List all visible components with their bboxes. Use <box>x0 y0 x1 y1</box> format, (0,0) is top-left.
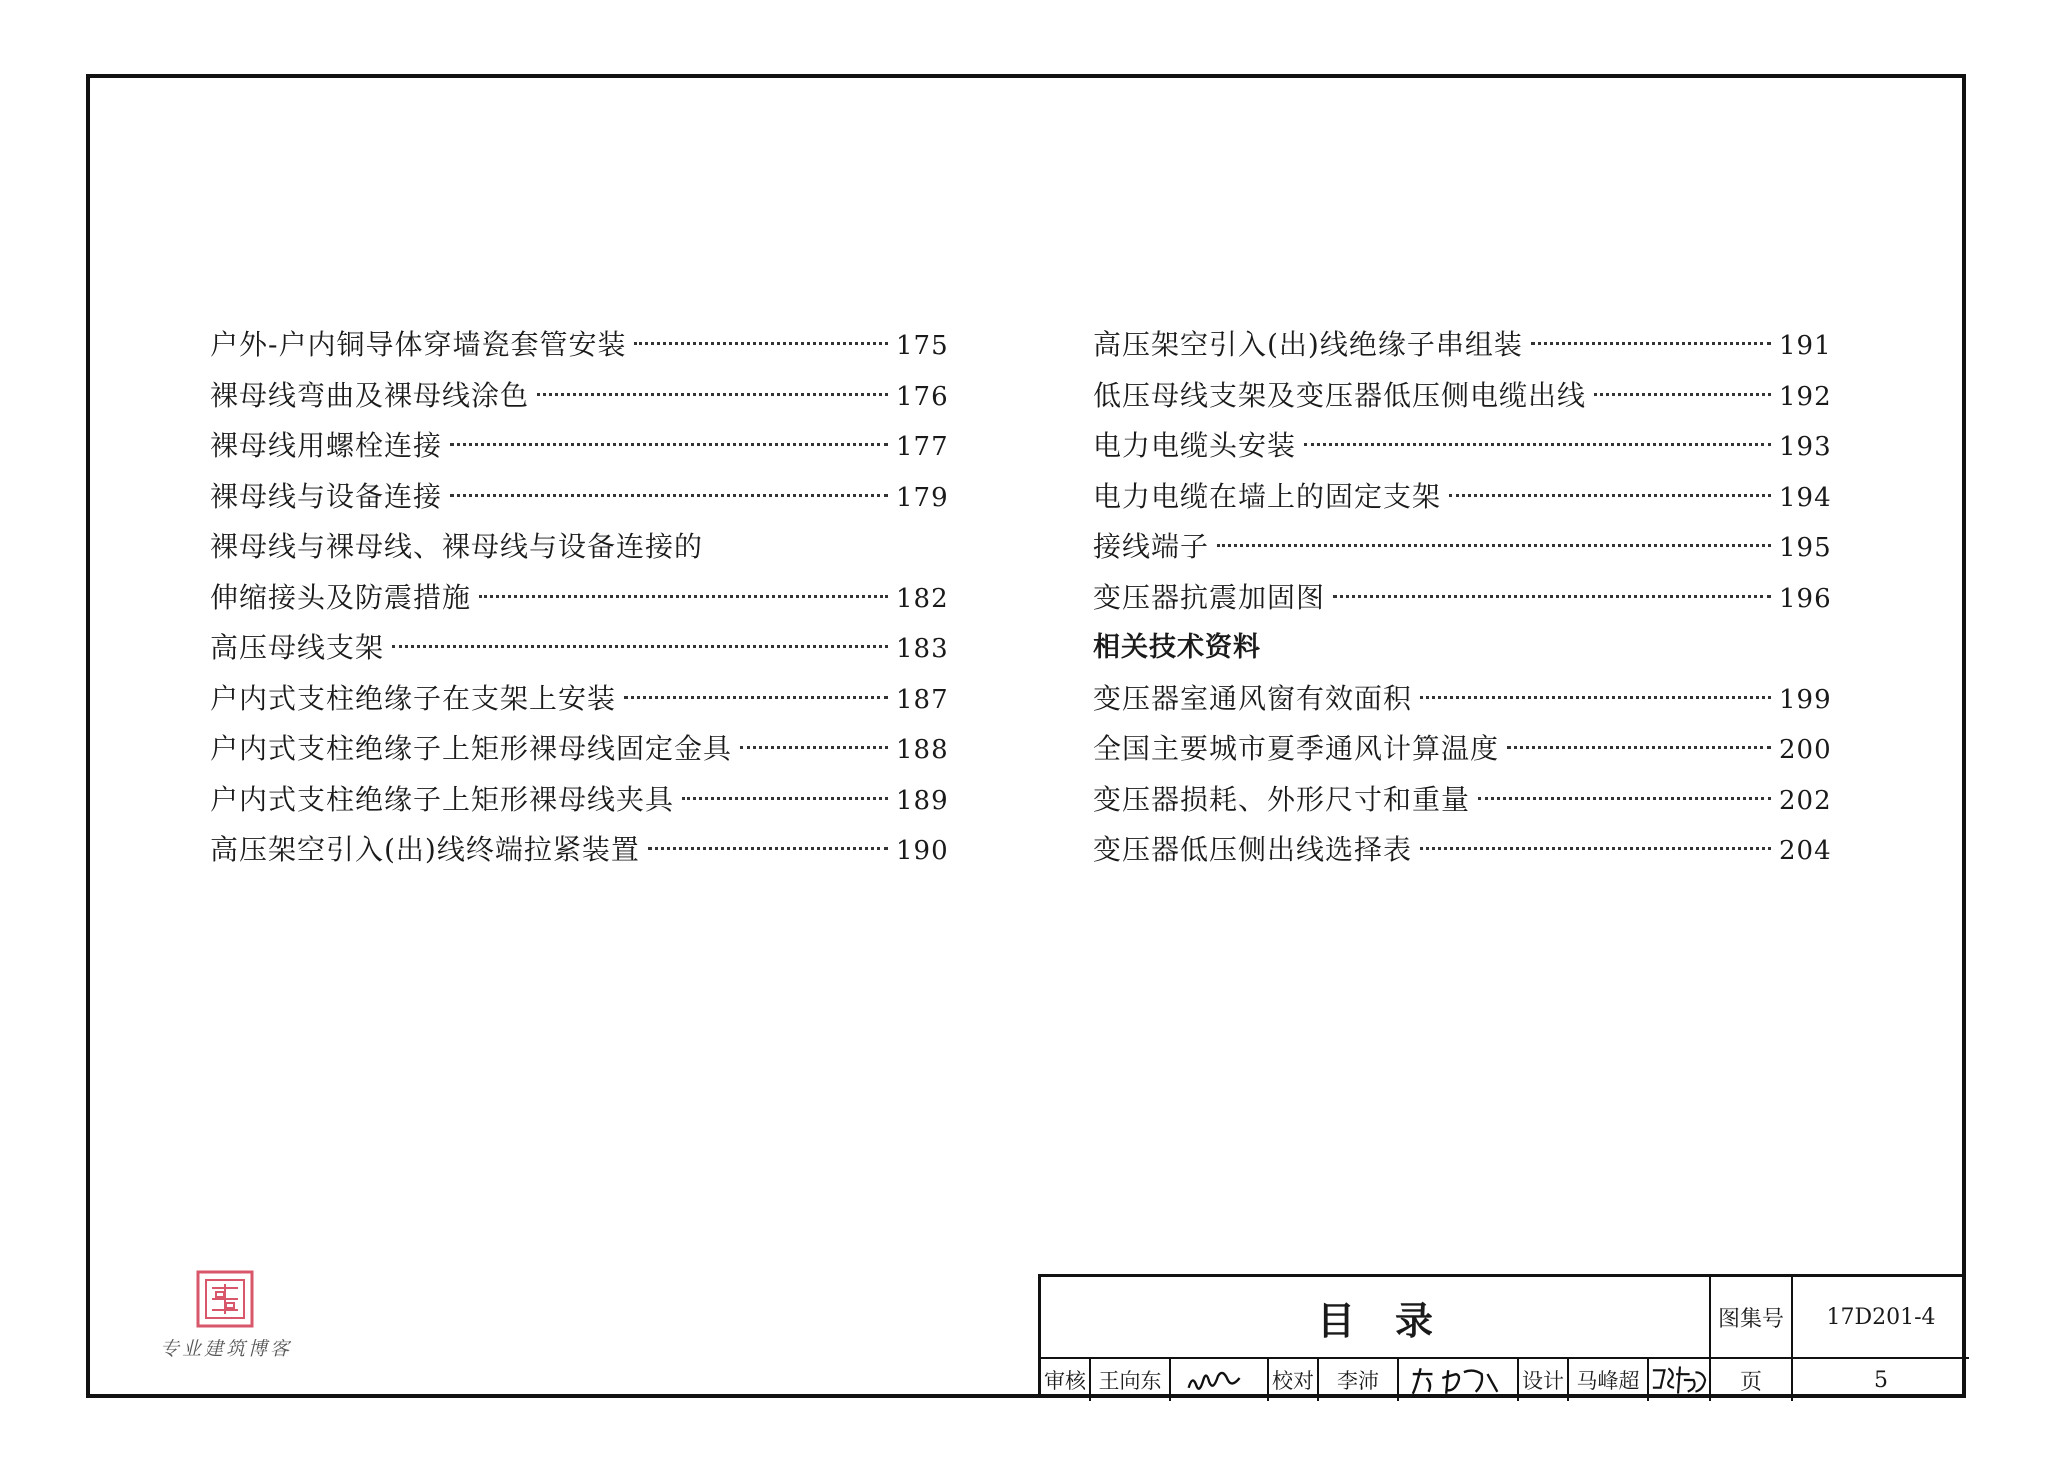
toc-entry <box>210 724 949 775</box>
dot-leader <box>634 342 888 345</box>
dot-leader <box>479 595 888 598</box>
watermark-logo-icon <box>196 1270 254 1328</box>
dot-leader <box>537 393 888 396</box>
toc-entry-title: 全国主要城市夏季通风计算温度 <box>1093 732 1500 765</box>
toc-entry <box>210 775 949 826</box>
toc-entry <box>210 472 949 523</box>
review-label: 审核 <box>1041 1359 1091 1401</box>
toc-entry <box>210 825 949 876</box>
toc-entry-title: 电力电缆头安装 <box>1093 429 1297 462</box>
title-block <box>1038 1274 1966 1398</box>
toc-entry-title: 高压架空引入(出)线绝缘子串组装 <box>1093 328 1523 361</box>
toc-entry <box>210 573 949 624</box>
check-label: 校对 <box>1269 1359 1319 1401</box>
toc-entry-page: 204 <box>1779 836 1832 866</box>
toc-entry <box>1093 674 1832 725</box>
toc-entry <box>1093 724 1832 775</box>
toc-entry <box>1093 371 1832 422</box>
dot-leader <box>1507 746 1771 749</box>
dot-leader <box>1333 595 1771 598</box>
toc-entry-title: 低压母线支架及变压器低压侧电缆出线 <box>1093 378 1587 412</box>
toc-entry <box>1093 775 1832 826</box>
toc-entry-page: 192 <box>1779 381 1832 412</box>
dot-leader <box>1217 544 1771 547</box>
toc-entry-title: 变压器抗震加固图 <box>1093 580 1326 614</box>
dot-leader <box>1531 342 1771 345</box>
toc-entry-title: 变压器室通风窗有效面积 <box>1093 681 1413 715</box>
toc-entry <box>1093 573 1832 624</box>
toc-entry-title: 高压母线支架 <box>210 631 385 664</box>
toc-section-heading <box>1093 623 1823 674</box>
toc-entry <box>210 371 949 422</box>
toc-entry-title: 变压器低压侧出线选择表 <box>1093 833 1413 866</box>
checker-signature <box>1399 1359 1519 1401</box>
dot-leader <box>1420 847 1771 850</box>
toc-entry-page: 177 <box>896 432 949 462</box>
toc-entry-page: 179 <box>896 482 949 513</box>
toc-entry-title: 伸缩接头及防震措施 <box>210 580 472 614</box>
toc-entry-title: 户外-户内铜导体穿墙瓷套管安装 <box>210 328 627 361</box>
page-number: 5 <box>1874 1367 1888 1393</box>
designer-signature <box>1649 1359 1709 1401</box>
toc-entry-page: 191 <box>1779 331 1832 361</box>
toc-entry-title: 相关技术资料 <box>1093 632 1261 663</box>
toc-entry-title: 接线端子 <box>1093 530 1210 563</box>
toc-entry-page: 199 <box>1779 684 1832 715</box>
toc-entry <box>210 522 940 573</box>
toc-entry-title: 户内式支柱绝缘子上矩形裸母线夹具 <box>210 782 675 816</box>
toc-entry-title: 高压架空引入(出)线终端拉紧装置 <box>210 833 640 866</box>
toc-entry-title: 电力电缆在墙上的固定支架 <box>1093 479 1442 513</box>
atlas-number: 17D201-4 <box>1793 1277 1969 1359</box>
toc-entry-page: 200 <box>1779 735 1832 765</box>
toc-entry <box>210 674 949 725</box>
toc-entry-page: 189 <box>896 785 949 816</box>
signature-row <box>1041 1359 1711 1401</box>
toc-entry <box>1093 825 1832 876</box>
design-label: 设计 <box>1519 1359 1569 1401</box>
designer-name: 马峰超 <box>1569 1359 1649 1401</box>
toc-entry <box>210 320 949 371</box>
toc-entry-title: 变压器损耗、外形尺寸和重量 <box>1093 782 1471 816</box>
toc-entry-page: 175 <box>896 331 949 361</box>
toc-entry-page: 196 <box>1779 583 1832 614</box>
toc-entry-title: 裸母线与设备连接 <box>210 479 443 513</box>
dot-leader <box>450 494 888 497</box>
dot-leader <box>1420 696 1771 699</box>
toc-entry-page: 188 <box>896 735 949 765</box>
page-label: 页 <box>1711 1359 1793 1401</box>
dot-leader <box>392 645 888 648</box>
dot-leader <box>1594 393 1771 396</box>
toc-entry <box>1093 522 1832 573</box>
toc-entry-page: 187 <box>896 684 949 715</box>
toc-entry-title: 裸母线弯曲及裸母线涂色 <box>210 378 530 412</box>
toc-right-column <box>1093 320 1832 876</box>
toc-entry-title: 裸母线用螺栓连接 <box>210 429 443 462</box>
toc-entry-page: 202 <box>1779 785 1832 816</box>
toc-entry-page: 183 <box>896 634 949 664</box>
dot-leader <box>1304 443 1771 446</box>
toc-entry-title: 裸母线与裸母线、裸母线与设备连接的 <box>210 530 704 563</box>
toc-entry <box>210 421 949 472</box>
toc-entry <box>1093 421 1832 472</box>
toc-entry <box>1093 472 1832 523</box>
dot-leader <box>624 696 888 699</box>
toc-entry <box>1093 320 1832 371</box>
toc-entry-page: 190 <box>896 836 949 866</box>
drawing-title: 目录 <box>1041 1277 1711 1359</box>
dot-leader <box>740 746 888 749</box>
atlas-label: 图集号 <box>1711 1277 1793 1359</box>
toc-entry-page: 182 <box>896 583 949 614</box>
reviewer-name: 王向东 <box>1091 1359 1171 1401</box>
toc-entry-page: 194 <box>1779 482 1832 513</box>
watermark-text: 专业建筑博客 <box>160 1338 293 1360</box>
dot-leader <box>682 797 888 800</box>
toc-entry-title: 户内式支柱绝缘子在支架上安装 <box>210 681 617 715</box>
reviewer-signature <box>1171 1359 1269 1401</box>
dot-leader <box>648 847 888 850</box>
dot-leader <box>450 443 888 446</box>
dot-leader <box>1449 494 1771 497</box>
toc-left-column <box>210 320 949 876</box>
toc-entry-page: 193 <box>1779 432 1832 462</box>
toc-entry <box>210 623 949 674</box>
toc-entry-title: 户内式支柱绝缘子上矩形裸母线固定金具 <box>210 732 733 765</box>
toc-entry-page: 176 <box>896 381 949 412</box>
toc-entry-page: 195 <box>1779 533 1832 563</box>
dot-leader <box>1478 797 1771 800</box>
checker-name: 李沛 <box>1319 1359 1399 1401</box>
